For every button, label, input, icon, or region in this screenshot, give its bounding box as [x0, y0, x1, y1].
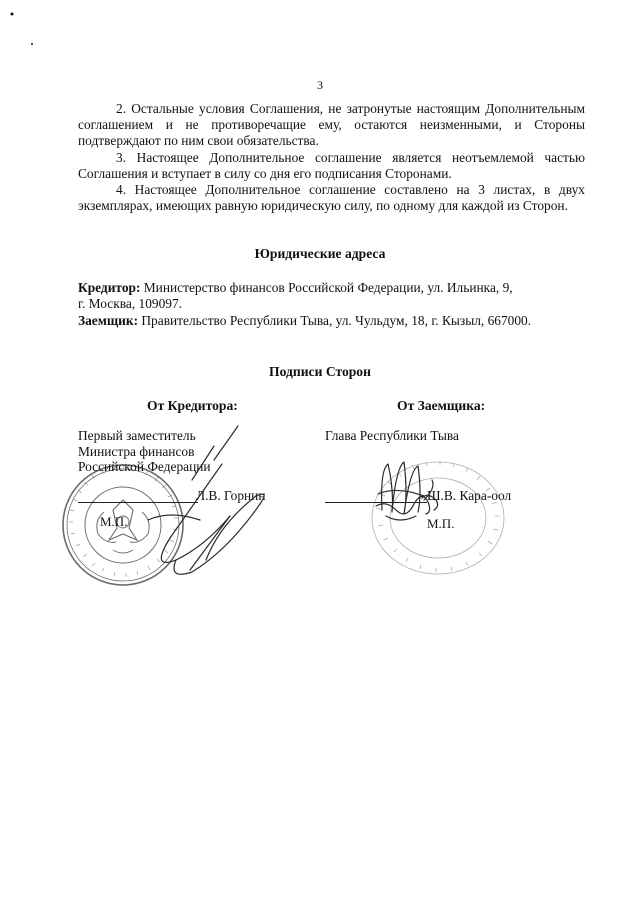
scan-speck [10, 12, 14, 16]
legal-addresses [78, 280, 598, 329]
borrower-position-line-1: Глава Республики Тыва [325, 428, 459, 443]
creditor-address-text: Министерство финансов Российской Федерации, ул. Ильинка, 9, [140, 280, 513, 295]
paragraph-3: 3. Настоящее Дополнительное соглашение является неотъемлемой частью Соглашения и вступает в силу со дня его подписания Сторонами. [78, 149, 585, 181]
signatures-heading: Подписи Сторон [269, 364, 371, 379]
creditor-stamp-label: М.П. [100, 514, 128, 529]
creditor-position-line-2: Министра финансов [78, 443, 195, 459]
borrower-address-text: Правительство Республики Тыва, ул. Чульдум, 18, г. Кызыл, 667000. [138, 312, 532, 328]
creditor-position-line-3: Российской Федерации [78, 459, 211, 475]
page-number: 3 [317, 78, 323, 92]
paragraph-2: 2. Остальные условия Соглашения, не затронутые настоящим Дополнительным соглашением и не противоречащие ему, остаются неизменными, и Стороны подтверждают по ним свои обязательства. [78, 101, 585, 149]
creditor-address-city: г. Москва, 109097. [78, 296, 183, 312]
borrower-signature-heading: От Заемщика: [397, 398, 486, 413]
borrower-address [78, 313, 598, 329]
borrower-label: Заемщик: [78, 312, 139, 328]
creditor-signatory-name: Л.В. Горнин [196, 488, 266, 503]
paragraph-4: 4. Настоящее Дополнительное соглашение составлено на 3 листах, в двух экземплярах, имеющих равную юридическую силу, по одному для каждой из Сторон. [78, 182, 585, 214]
borrower-stamp-label: М.П. [427, 516, 455, 531]
agreement-body [78, 101, 585, 214]
addresses-heading: Юридические адреса [254, 246, 386, 261]
creditor-handwritten-signature [110, 420, 290, 595]
borrower-signatory-name: Ш.В. Кара-оол [427, 488, 512, 503]
creditor-signature-heading: От Кредитора: [147, 398, 238, 413]
scan-speck [30, 42, 34, 46]
creditor-label: Кредитор: [78, 280, 141, 295]
borrower-handwritten-signature [366, 450, 466, 540]
creditor-address [78, 280, 598, 296]
creditor-position-line-1: Первый заместитель [78, 428, 196, 443]
borrower-signatory-position [325, 428, 459, 444]
